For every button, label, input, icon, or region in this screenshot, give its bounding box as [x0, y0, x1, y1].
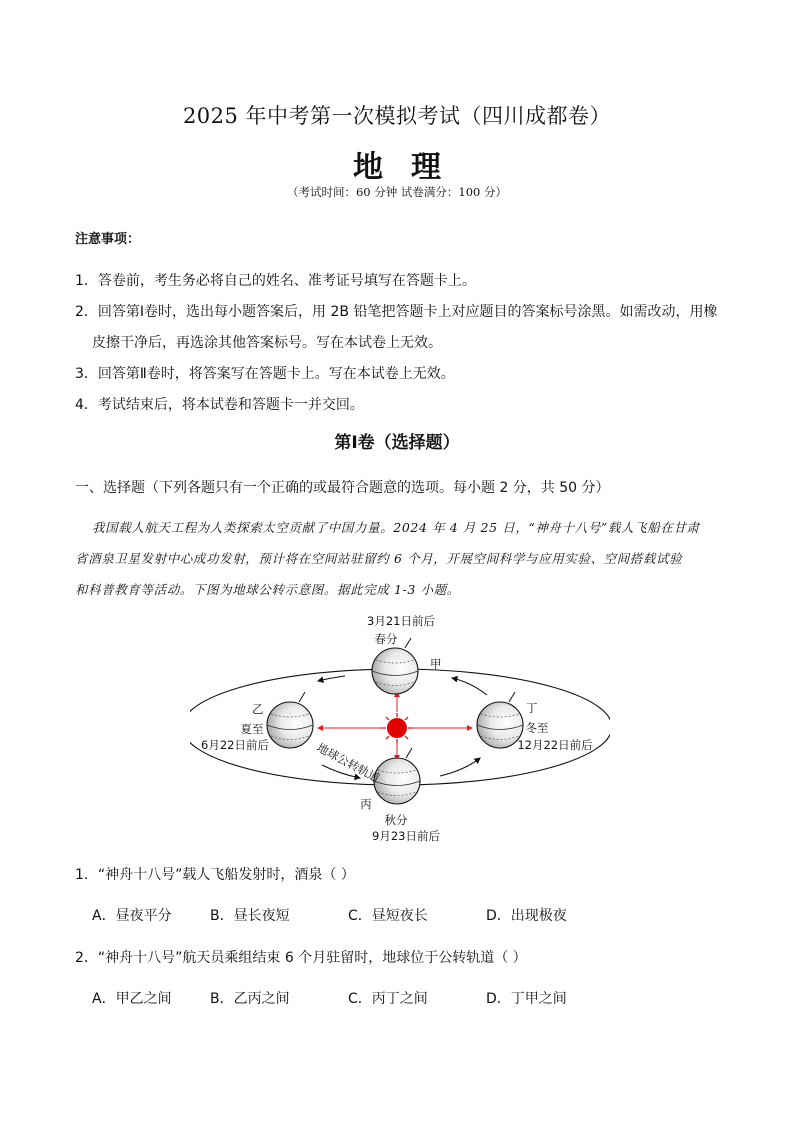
- orbit-arrow: [318, 676, 345, 681]
- notice-item: 4．考试结束后，将本试卷和答题卡一并交回。: [75, 397, 364, 413]
- notice-item: 2．回答第Ⅰ卷时，选出每小题答案后，用 2B 铅笔把答题卡上对应题目的答案标号涂黑。如需改动，用橡: [75, 304, 718, 320]
- right-term-label: 冬至: [525, 721, 549, 735]
- bottom-letter-label: 丙: [360, 797, 372, 811]
- exam-title: 2025 年中考第一次模拟考试（四川成都卷）: [182, 104, 612, 128]
- question-stem: 2．“神舟十八号”航天员乘组结束 6 个月驻留时，地球位于公转轨道（ ）: [75, 950, 527, 966]
- top-letter-label: 甲: [430, 657, 442, 671]
- left-term-label: 夏至: [240, 722, 264, 736]
- right-date-label: 12月22日前后: [517, 738, 593, 752]
- part-title: 一、选择题（下列各题只有一个正确的或最符合题意的选项。每小题 2 分，共 50 分）: [75, 480, 610, 496]
- earth-globe-left: [267, 692, 313, 748]
- option-b: B．昼长夜短: [210, 908, 290, 924]
- orbit-arrow: [440, 758, 480, 776]
- option-a: A．甲乙之间: [92, 991, 172, 1007]
- bottom-date-label: 9月23日前后: [372, 829, 440, 843]
- passage-line: 和科普教育等活动。下图为地球公转示意图。据此完成 1-3 小题。: [75, 582, 460, 597]
- option-c: C．昼短夜长: [348, 908, 428, 924]
- option-c: C．丙丁之间: [348, 991, 428, 1007]
- notice-item: 1．答卷前，考生务必将自己的姓名、准考证号填写在答题卡上。: [75, 273, 476, 289]
- notice-title: 注意事项：: [75, 232, 141, 247]
- passage-line: 省酒泉卫星发射中心成功发射，预计将在空间站驻留约 6 个月，开展空间科学与应用实验、空间搭载试验: [75, 551, 683, 566]
- option-a: A．昼夜平分: [92, 908, 172, 924]
- earth-globe-right: [477, 692, 523, 748]
- question-stem: 1．“神舟十八号”载人飞船发射时，酒泉（ ）: [75, 867, 355, 883]
- notice-item: 3．回答第Ⅱ卷时，将答案写在答题卡上。写在本试卷上无效。: [75, 366, 455, 382]
- orbit-label: 地球公转轨道: [314, 740, 383, 786]
- bottom-term-label: 秋分: [384, 813, 408, 827]
- earth-globe-top: [372, 638, 418, 694]
- subject-title: 地理: [353, 150, 469, 185]
- left-date-label: 6月22日前后: [201, 738, 269, 752]
- earth-orbit-diagram: [190, 610, 610, 850]
- passage-line: 我国载人航天工程为人类探索太空贡献了中国力量。2024 年 4 月 25 日，“神舟十八号”载人飞船在甘肃: [92, 520, 700, 535]
- option-d: D．出现极夜: [486, 908, 567, 924]
- exam-meta: （考试时间：60 分钟 试卷满分：100 分）: [286, 185, 508, 199]
- right-letter-label: 丁: [526, 701, 538, 715]
- left-letter-label: 乙: [252, 702, 264, 716]
- top-term-label: 春分: [374, 632, 398, 646]
- section-title: 第Ⅰ卷（选择题）: [334, 433, 460, 453]
- sun-icon: [387, 718, 407, 738]
- option-b: B．乙丙之间: [210, 991, 290, 1007]
- top-date-label: 3月21日前后: [367, 614, 435, 628]
- option-d: D．丁甲之间: [486, 991, 567, 1007]
- orbit-arrow: [452, 678, 487, 695]
- notice-item: 皮擦干净后，再选涂其他答案标号。写在本试卷上无效。: [92, 335, 442, 351]
